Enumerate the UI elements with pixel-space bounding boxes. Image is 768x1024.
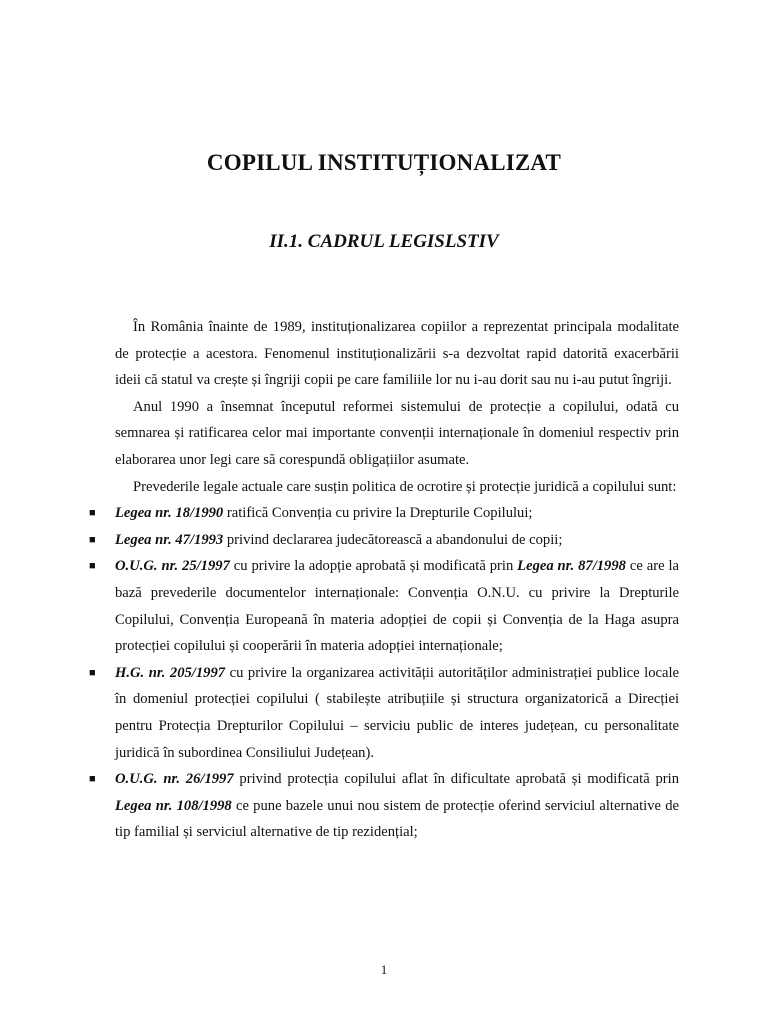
law-item-1 bbox=[89, 500, 679, 527]
law-description: cu privire la adopție aprobată și modificată prin bbox=[229, 558, 518, 575]
law-list bbox=[89, 500, 680, 846]
bullet-icon: ■ bbox=[89, 533, 96, 546]
law-description-continued: ce are la bază prevederile documentelor internaționale: Convenția O.N.U. cu privire la Drepturile Copilului, Convenția Europeană în materia adopției de copii și Convenția de la Haga asupra protecției copilului și cooperării în materia adopției internaționale; bbox=[115, 558, 680, 655]
paragraph-1: În România înainte de 1989, instituționalizarea copiilor a reprezentat principala modalitate de protecție a acestora. Fenomenul instituționalizării s-a dezvoltat rapid datorită exacerbării ideii că statul va crește și îngriji copii pe care familiile lor nu i-au dorit sau nu i-au putut îngriji. bbox=[115, 319, 679, 389]
section-heading: II.1. CADRUL LEGISLSTIV bbox=[269, 231, 499, 252]
law-item-2 bbox=[89, 527, 679, 554]
law-item-3 bbox=[89, 553, 680, 659]
law-item-5 bbox=[89, 766, 680, 846]
bullet-icon: ■ bbox=[89, 773, 96, 786]
paragraph-2: Anul 1990 a însemnat începutul reformei sistemului de protecție a copilului, odată cu semnarea și ratificarea celor mai importante convenții internaționale în domeniul respectiv prin elaborarea unor legi care să corespundă obligațiilor asumate. bbox=[115, 398, 679, 468]
law-reference: Legea nr. 47/1993 bbox=[115, 531, 224, 548]
law-description: ratifică Convenția cu privire la Drepturile Copilului; bbox=[223, 505, 533, 522]
law-description: cu privire la organizarea activității autorităților administrației publice locale în domeniul protecției copilului ( stabilește atribuțiile și structura organizatorică a Direcției pentru Protecția Drepturilor Copilului – serviciu public de interes județean, cu personalitate juridică în subordinea Consiliului Județean). bbox=[115, 664, 680, 761]
law-description-continued: ce pune bazele unui nou sistem de protecție oferind serviciul alternative de tip familial și serviciul alternative de tip rezidențial; bbox=[115, 797, 679, 841]
paragraph-3: Prevederile legale actuale care susțin politica de ocrotire și protecție juridică a copilului sunt: bbox=[133, 478, 677, 495]
law-reference: H.G. nr. 205/1997 bbox=[115, 664, 226, 681]
bullet-icon: ■ bbox=[89, 507, 96, 520]
law-description: privind protecția copilului aflat în dificultate aprobată și modificată prin bbox=[233, 771, 680, 788]
bullet-icon: ■ bbox=[89, 666, 96, 679]
law-reference: O.U.G. nr. 26/1997 bbox=[115, 771, 234, 788]
bullet-icon: ■ bbox=[89, 560, 96, 573]
law-reference-secondary: Legea nr. 108/1998 bbox=[115, 797, 232, 814]
law-reference: O.U.G. nr. 25/1997 bbox=[115, 558, 230, 575]
law-reference-secondary: Legea nr. 87/1998 bbox=[517, 558, 626, 575]
law-reference: Legea nr. 18/1990 bbox=[115, 505, 224, 522]
law-description: privind declararea judecătorească a abandonului de copii; bbox=[223, 531, 563, 548]
page-number: 1 bbox=[380, 962, 388, 977]
law-item-4 bbox=[89, 660, 680, 766]
document-title: COPILUL INSTITUȚIONALIZAT bbox=[206, 150, 562, 175]
document-body bbox=[89, 314, 680, 846]
